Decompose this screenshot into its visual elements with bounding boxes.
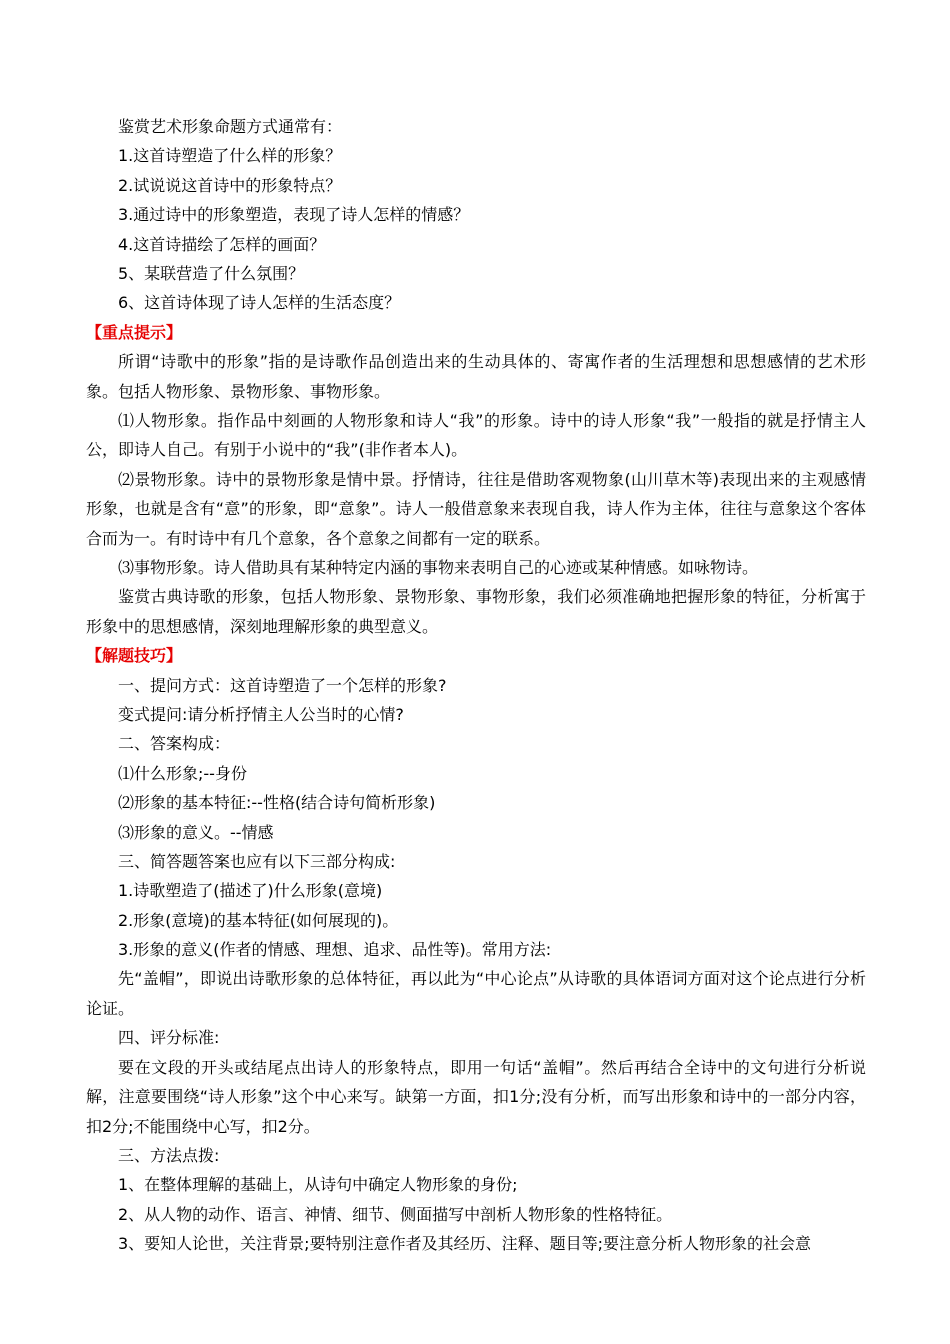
tip-3: 3、要知人论世，关注背景;要特别注意作者及其经历、注释、题目等;要注意分析人物形象的社会意: [118, 1234, 811, 1254]
question-1: 1.这首诗塑造了什么样的形象？: [118, 146, 342, 166]
key-points-paragraph-2: ⑴人物形象。指作品中刻画的人物形象和诗人“我”的形象。诗中的诗人形象“我”一般指的就是抒情主人公，即诗人自己。有别于小说中的“我”(非作者本人)。: [86, 410, 866, 460]
technique-line-8: 1.诗歌塑造了(描述了)什么形象(意境): [118, 881, 383, 901]
technique-line-1: 一、提问方式：这首诗塑造了一个怎样的形象?: [118, 675, 447, 695]
technique-line-9: 2.形象(意境)的基本特征(如何展现的)。: [118, 910, 399, 930]
document-page: [86, 112, 866, 1258]
key-points-paragraph-1: 所谓“诗歌中的形象”指的是诗歌作品创造出来的生动具体的、寄寓作者的生活理想和思想感情的艺术形象。包括人物形象、景物形象、事物形象。: [86, 352, 866, 401]
scoring-heading: 四、评分标准:: [118, 1028, 220, 1048]
key-points-heading: 【重点提示】: [86, 322, 183, 342]
tips-heading: 三、方法点拨:: [118, 1145, 220, 1165]
tip-2: 2、从人物的动作、语言、神情、细节、侧面描写中剖析人物形象的性格特征。: [118, 1204, 673, 1224]
question-4: 4.这首诗描绘了怎样的画面？: [118, 234, 326, 254]
techniques-heading: 【解题技巧】: [86, 646, 183, 666]
question-2: 2.试说说这首诗中的形象特点？: [118, 175, 342, 195]
technique-line-3: 二、答案构成：: [118, 734, 231, 754]
key-points-paragraph-5: 鉴赏古典诗歌的形象，包括人物形象、景物形象、事物形象，我们必须准确地把握形象的特征，分析寓于形象中的思想感情，深刻地理解形象的典型意义。: [86, 587, 866, 636]
technique-line-6: ⑶形象的意义。--情感: [118, 822, 274, 842]
question-3: 3.通过诗中的形象塑造，表现了诗人怎样的情感？: [118, 205, 470, 225]
method-paragraph: 先“盖帽”，即说出诗歌形象的总体特征，再以此为“中心论点”从诗歌的具体语词方面对这个论点进行分析论证。: [86, 969, 866, 1018]
question-5: 5、某联营造了什么氛围？: [118, 263, 305, 283]
technique-line-2: 变式提问:请分析抒情主人公当时的心情?: [118, 704, 404, 724]
key-points-paragraph-3: ⑵景物形象。诗中的景物形象是情中景。抒情诗，往往是借助客观物象(山川草木等)表现出来的主观感情形象，也就是含有“意”的形象，即“意象”。诗人一般借意象来表现自我，诗人作为主体，往往与意象这个客体合而为一。有时诗中有几个意象，各个意象之间都有一定的联系。: [86, 469, 866, 548]
technique-line-7: 三、简答题答案也应有以下三部分构成:: [118, 851, 396, 871]
intro-line: 鉴赏艺术形象命题方式通常有：: [118, 117, 343, 136]
scoring-paragraph: 要在文段的开头或结尾点出诗人的形象特点，即用一句话“盖帽”。然后再结合全诗中的文句进行分析说解，注意要围绕“诗人形象”这个中心来写。缺第一方面，扣1分;没有分析，而写出形象和诗中的一部分内容，扣2分;不能围绕中心写，扣2分。: [86, 1057, 866, 1136]
technique-line-4: ⑴什么形象;--身份: [118, 763, 247, 783]
question-6: 6、这首诗体现了诗人怎样的生活态度？: [118, 293, 401, 313]
technique-line-5: ⑵形象的基本特征:--性格(结合诗句简析形象): [118, 793, 436, 813]
key-points-paragraph-4: ⑶事物形象。诗人借助具有某种特定内涵的事物来表明自己的心迹或某种情感。如咏物诗。: [118, 557, 759, 577]
tip-1: 1、在整体理解的基础上，从诗句中确定人物形象的身份;: [118, 1175, 518, 1195]
technique-line-10: 3.形象的意义(作者的情感、理想、追求、品性等)。常用方法:: [118, 940, 552, 960]
